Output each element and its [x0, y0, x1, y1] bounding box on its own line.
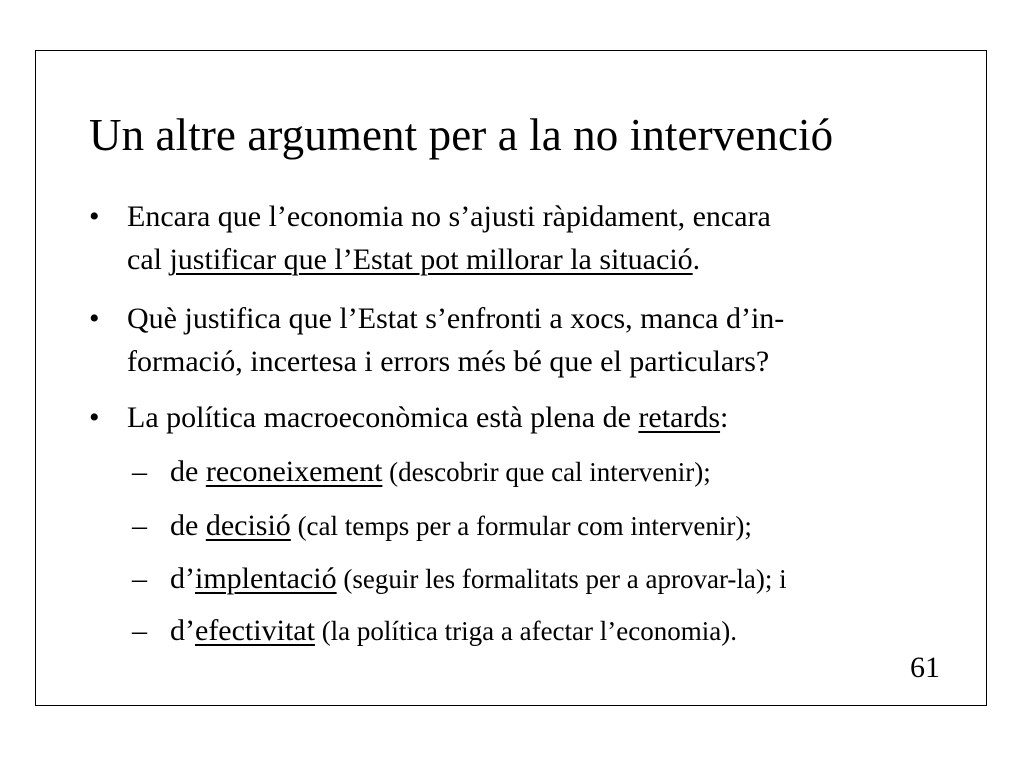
bullet-3-text: La política macroeconòmica està plena de	[127, 401, 639, 434]
sub-item-detail: (descobrir que cal intervenir);	[382, 457, 711, 487]
slide-title: Un altre argument per a la no intervenció	[89, 110, 834, 160]
bullet-marker: •	[89, 302, 100, 335]
sub-item-term: efectivitat	[195, 614, 315, 647]
sub-item-dash: –	[132, 509, 147, 542]
page-number: 61	[910, 651, 940, 684]
sub-item-prefix: de	[170, 509, 206, 542]
bullet-1-line-1: Encara que l’economia no s’ajusti ràpidament, encara	[127, 200, 771, 233]
sub-item-reconeixement	[170, 451, 711, 493]
bullet-2-line-1: Què justifica que l’Estat s’enfronti a xocs, manca d’in-	[127, 302, 785, 335]
sub-item-implentacio	[170, 558, 787, 600]
sub-item-detail: (cal temps per a formular com intervenir);	[290, 511, 752, 541]
sub-item-prefix: d’	[170, 562, 195, 595]
bullet-2-line-2: formació, incertesa i errors més bé que el particulars?	[127, 345, 770, 378]
bullet-1-underlined-phrase: justificar que l’Estat pot millorar la situació	[169, 243, 693, 276]
sub-item-term: implentació	[195, 562, 337, 595]
bullet-1-line-2	[127, 239, 700, 280]
sub-item-efectivitat	[170, 610, 737, 652]
bullet-1-period: .	[692, 243, 701, 276]
bullet-3-line-1	[127, 397, 728, 438]
sub-item-dash: –	[132, 455, 147, 488]
sub-item-term: decisió	[205, 509, 291, 542]
bullet-3-colon: :	[720, 401, 729, 434]
sub-item-prefix: d’	[170, 614, 195, 647]
sub-item-decisio	[170, 505, 752, 547]
bullet-3-underlined-word: retards	[638, 401, 721, 434]
sub-item-dash: –	[132, 614, 147, 647]
bullet-marker: •	[89, 200, 100, 233]
sub-item-detail: (seguir les formalitats per a aprovar-la); i	[336, 564, 787, 594]
sub-item-prefix: de	[170, 455, 206, 488]
bullet-1-text: cal	[127, 243, 170, 276]
sub-item-dash: –	[132, 562, 147, 595]
sub-item-detail: (la política triga a afectar l’economia).	[314, 616, 737, 646]
bullet-marker: •	[89, 401, 100, 434]
sub-item-term: reconeixement	[205, 455, 383, 488]
